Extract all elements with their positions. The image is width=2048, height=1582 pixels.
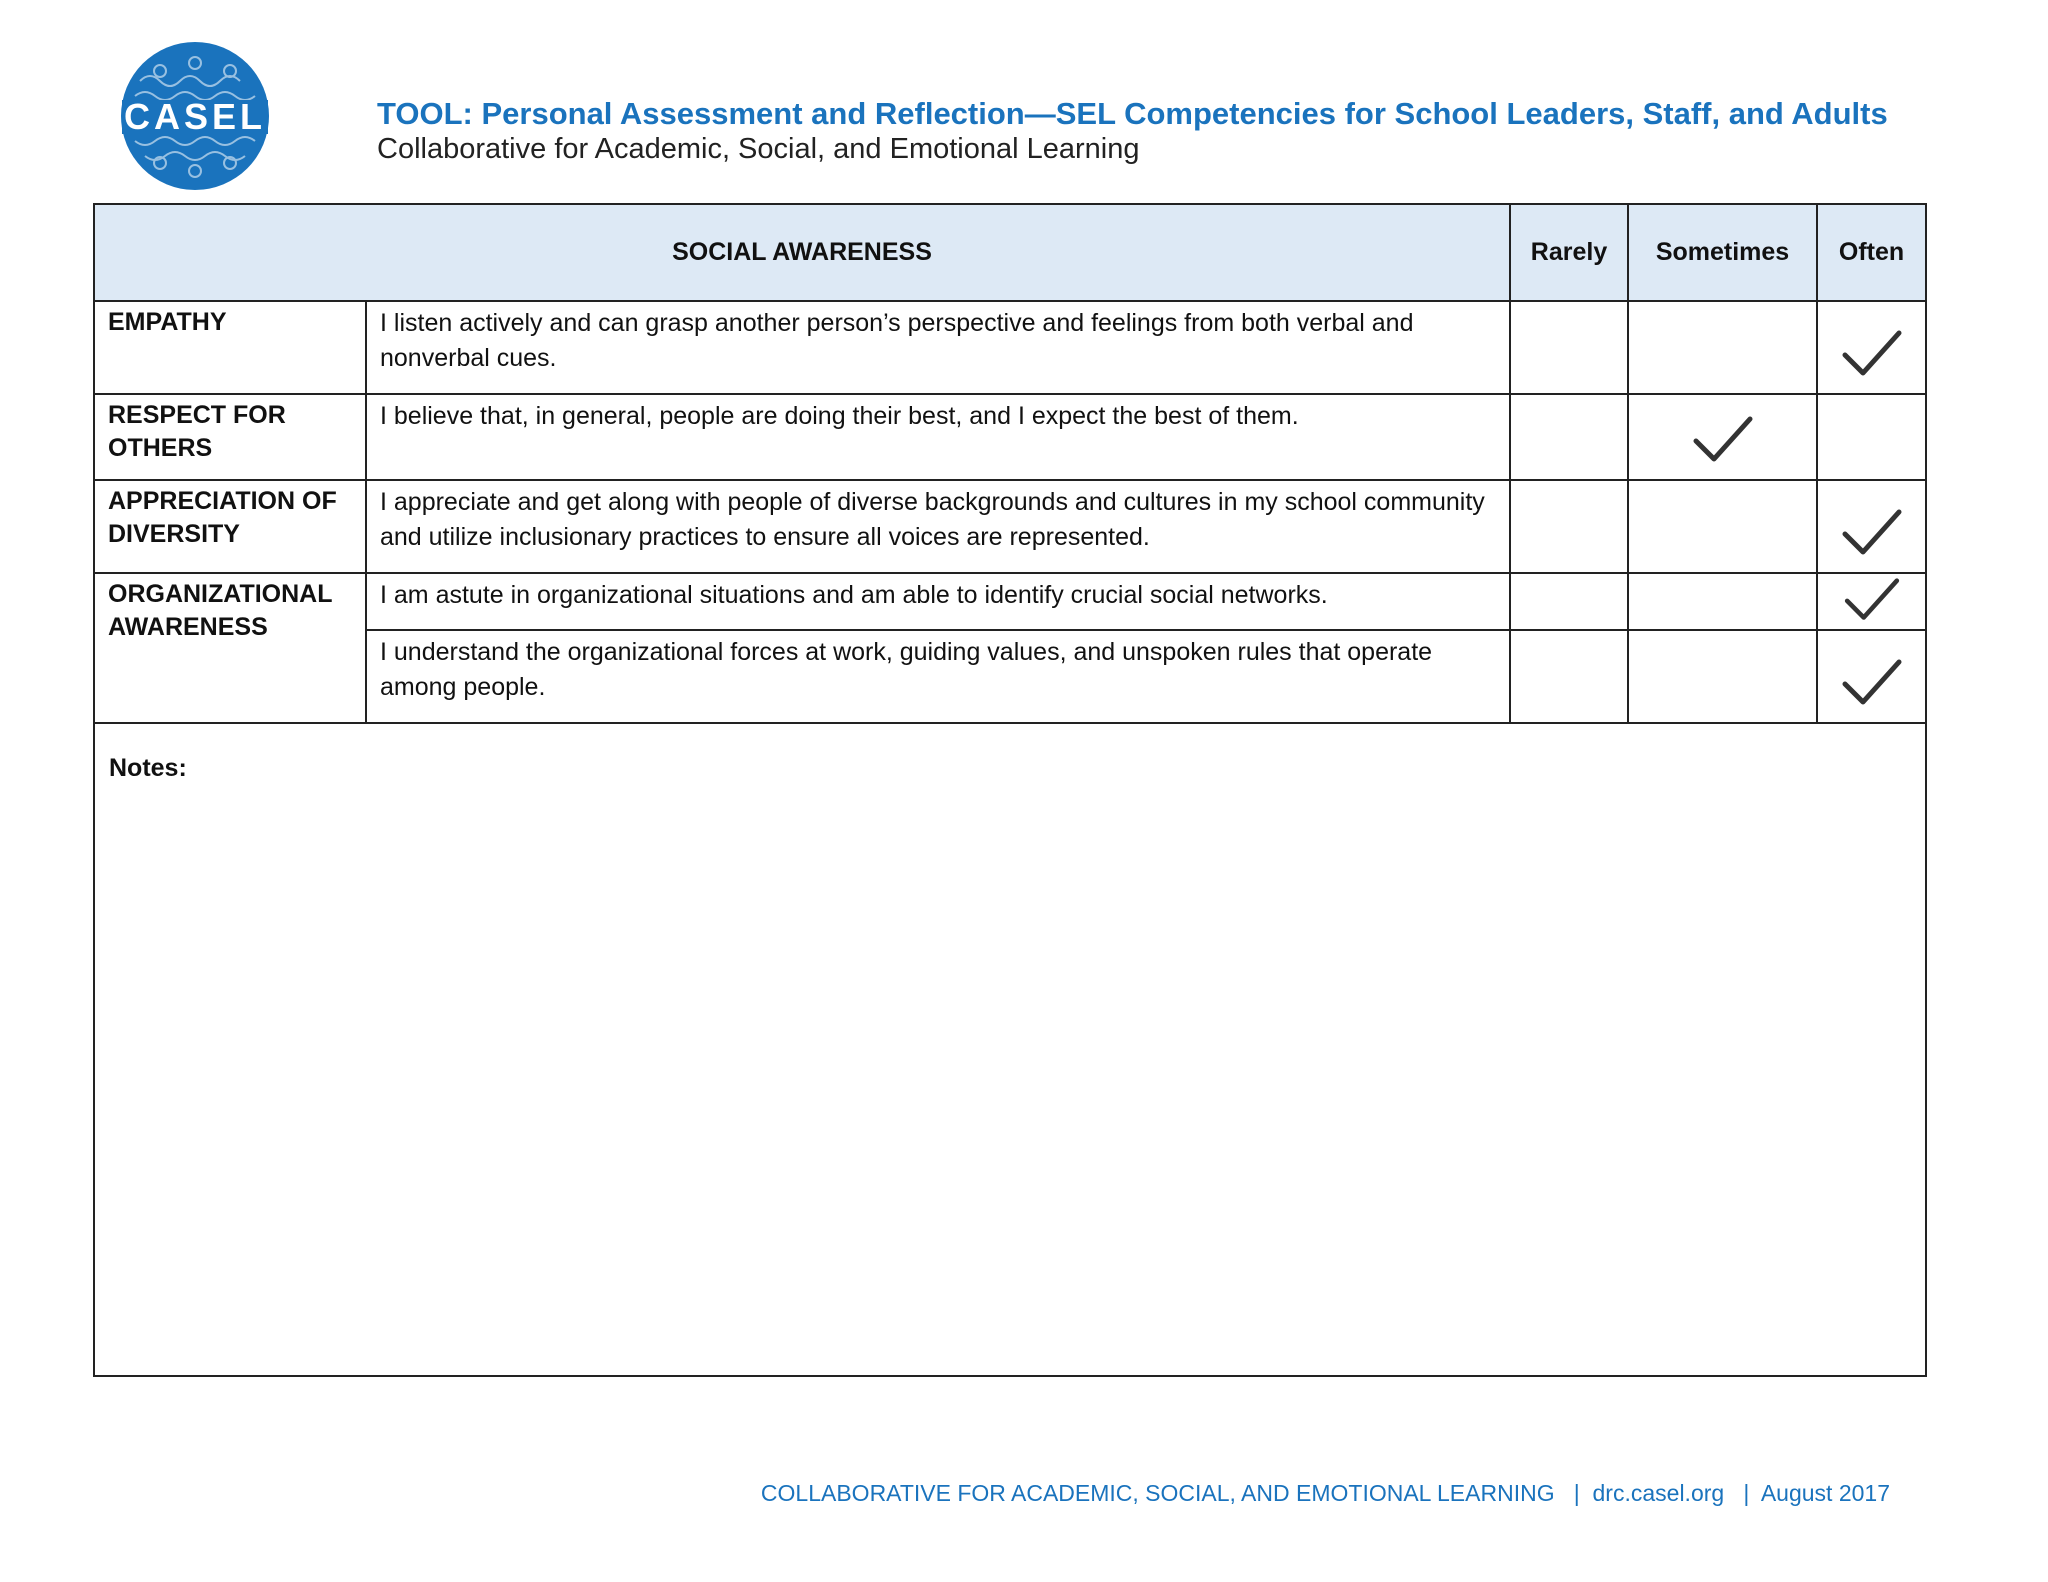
rating-cell-sometimes[interactable] xyxy=(1628,301,1817,394)
table-row xyxy=(94,394,1926,480)
logo-text: CASEL xyxy=(123,96,267,137)
table-row xyxy=(94,630,1926,723)
table-row xyxy=(94,480,1926,573)
category-appreciation-of-diversity: APPRECIATION OF DIVERSITY xyxy=(94,480,366,573)
assessment-table xyxy=(93,203,1927,1377)
rating-cell-often[interactable] xyxy=(1817,573,1926,630)
casel-logo xyxy=(120,41,270,191)
category-organizational-awareness: ORGANIZATIONAL AWARENESS xyxy=(94,573,366,723)
category-respect-for-others: RESPECT FOR OTHERS xyxy=(94,394,366,480)
rating-cell-often[interactable] xyxy=(1817,394,1926,480)
column-often: Often xyxy=(1817,204,1926,301)
category-empathy: EMPATHY xyxy=(94,301,366,394)
checkmark-icon xyxy=(1841,577,1903,623)
checkmark-icon xyxy=(1841,508,1903,558)
rating-cell-sometimes[interactable] xyxy=(1628,394,1817,480)
rating-cell-rarely[interactable] xyxy=(1510,394,1628,480)
notes-label: Notes: xyxy=(109,754,187,782)
table-row xyxy=(94,573,1926,630)
rating-cell-rarely[interactable] xyxy=(1510,480,1628,573)
rating-cell-sometimes[interactable] xyxy=(1628,480,1817,573)
table-header-row xyxy=(94,204,1926,301)
statement: I listen actively and can grasp another person’s perspective and feelings from both verbal and nonverbal cues. xyxy=(366,301,1510,394)
column-rarely: Rarely xyxy=(1510,204,1628,301)
checkmark-icon xyxy=(1692,415,1754,465)
checkmark-icon xyxy=(1841,329,1903,379)
rating-cell-rarely[interactable] xyxy=(1510,630,1628,723)
rating-cell-often[interactable] xyxy=(1817,630,1926,723)
table-row xyxy=(94,301,1926,394)
rating-cell-sometimes[interactable] xyxy=(1628,630,1817,723)
rating-cell-often[interactable] xyxy=(1817,301,1926,394)
column-sometimes: Sometimes xyxy=(1628,204,1817,301)
checkmark-icon xyxy=(1841,658,1903,708)
page-subtitle: Collaborative for Academic, Social, and Emotional Learning xyxy=(377,133,1140,165)
page-title: TOOL: Personal Assessment and Reflection—SEL Competencies for School Leaders, Staff, and Adults xyxy=(377,96,1888,131)
statement: I appreciate and get along with people of diverse backgrounds and cultures in my school community and utilize inclusionary practices to ensure all voices are represented. xyxy=(366,480,1510,573)
footer: COLLABORATIVE FOR ACADEMIC, SOCIAL, AND EMOTIONAL LEARNING | drc.casel.org | August 2017 xyxy=(760,1480,1890,1506)
notes-area[interactable] xyxy=(94,723,1926,1376)
statement: I am astute in organizational situations and am able to identify crucial social networks. xyxy=(366,573,1510,630)
statement: I understand the organizational forces at work, guiding values, and unspoken rules that operate among people. xyxy=(366,630,1510,723)
rating-cell-often[interactable] xyxy=(1817,480,1926,573)
rating-cell-rarely[interactable] xyxy=(1510,301,1628,394)
notes-row xyxy=(94,723,1926,1376)
statement: I believe that, in general, people are doing their best, and I expect the best of them. xyxy=(366,394,1510,480)
rating-cell-sometimes[interactable] xyxy=(1628,573,1817,630)
section-title: SOCIAL AWARENESS xyxy=(94,204,1510,301)
rating-cell-rarely[interactable] xyxy=(1510,573,1628,630)
